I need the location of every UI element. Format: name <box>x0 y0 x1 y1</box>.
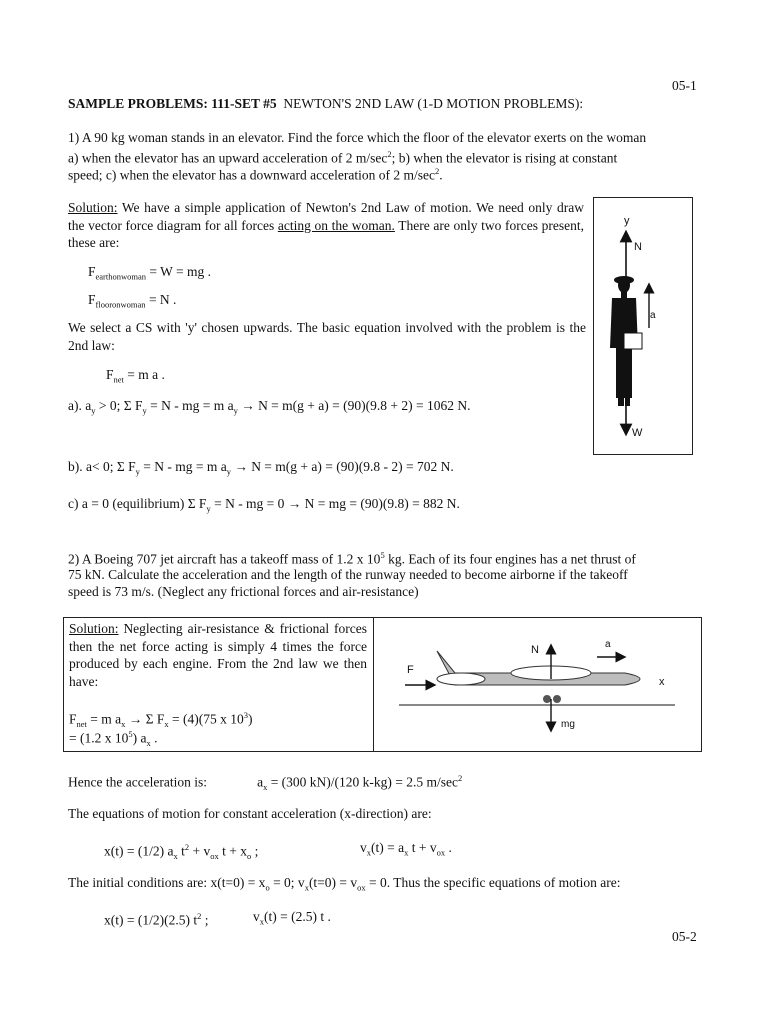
f1-sub: earthonwoman <box>95 271 147 282</box>
fnet-rest: = m a . <box>123 367 165 382</box>
force-floor-on-woman <box>88 291 176 314</box>
eq1-a: F <box>69 711 77 727</box>
c-sub-y: y <box>206 503 211 514</box>
f2-sub: flooronwoman <box>95 299 146 310</box>
spec-vsub: x <box>259 916 264 927</box>
init-3: (t=0) = v <box>308 875 358 890</box>
solution1-paragraph <box>68 199 584 252</box>
fnet-equation <box>106 366 165 389</box>
v-eq3: t + v <box>408 840 437 855</box>
x-eq4: t + x <box>218 843 247 859</box>
specific-velocity-equation <box>253 908 331 931</box>
a-line2: > 0; Σ F <box>95 398 143 413</box>
normal-label: N <box>531 644 539 656</box>
gravity-label: mg <box>561 719 575 730</box>
f2-rest: = N . <box>145 292 177 307</box>
velocity-equation <box>360 839 452 862</box>
init-sub3: ox <box>357 882 366 893</box>
x-eq5: ; <box>251 843 259 859</box>
f1-rest: = W = mg . <box>146 264 212 279</box>
v-eq1: v <box>360 840 367 855</box>
accel-sup: 2 <box>458 773 463 783</box>
eq1-d: = (4)(75 x 10 <box>168 711 244 727</box>
airplane-force-diagram <box>375 619 699 750</box>
a-line4: → N = m(g + a) = (90)(9.8 + 2) = 1062 N. <box>237 398 471 413</box>
thrust-equation-2 <box>69 726 157 752</box>
a-sub-y: y <box>91 405 96 416</box>
eq1-b: = m a <box>86 711 122 727</box>
fnet-sub: net <box>113 374 124 385</box>
init-1: The initial conditions are: x(t=0) = x <box>68 875 266 890</box>
accel-label-text: Hence the acceleration is: <box>68 774 208 790</box>
p1-line3a: speed; c) when the elevator has a downward acceleration of 2 m/sec <box>68 167 435 183</box>
v-eq2: (t) = a <box>371 840 405 855</box>
force-earth-on-woman <box>88 263 211 286</box>
title-bold: SAMPLE PROBLEMS: 111-SET #5 <box>68 96 277 111</box>
problem2-line3: speed is 73 m/s. (Neglect any frictional forces and air-resistance) <box>68 584 419 599</box>
part-b-equation <box>68 458 454 481</box>
woman-book <box>624 333 642 349</box>
init-2: = 0; v <box>269 875 305 890</box>
eq2-b: ) a <box>132 730 147 746</box>
x-sub3: o <box>246 851 252 862</box>
p1-line2b: ; b) when the elevator is rising at constant <box>391 150 618 166</box>
x-axis-label: x <box>659 676 665 688</box>
x-sup: 2 <box>184 842 190 852</box>
woman-force-diagram <box>593 197 693 455</box>
b-line2: = N - mg = m a <box>139 459 227 474</box>
b-sub-y2: y <box>226 466 231 477</box>
b-line: b). a< 0; Σ F <box>68 459 136 474</box>
eq1-e: ) <box>248 711 253 727</box>
spec-tail: ; <box>201 912 209 928</box>
p2-line1a: 2) A Boeing 707 jet aircraft has a takeoff mass of 1.2 x 10 <box>68 551 381 567</box>
solution2-divider <box>373 618 374 751</box>
f2-pre: F <box>88 292 96 307</box>
p2-sup: 5 <box>380 550 385 560</box>
solution1-text2: There are only two forces present, these are: <box>68 217 584 250</box>
a-line3: = N - mg = m a <box>146 398 234 413</box>
p1-sup2: 2 <box>434 166 440 176</box>
acceleration-result <box>68 770 462 796</box>
specific-position-equation <box>104 908 208 929</box>
f1-pre: F <box>88 264 96 279</box>
a-line: a). a <box>68 398 92 413</box>
problem1-line3 <box>68 163 443 184</box>
page-number-top: 05-1 <box>672 78 697 93</box>
solution1-acting: acting on the woman. <box>277 217 395 233</box>
eq1-sub: net <box>76 719 87 730</box>
part-c-equation <box>68 495 460 518</box>
p1-sup: 2 <box>387 149 392 159</box>
eq1-sub3: x <box>164 719 169 730</box>
eq1-sup: 3 <box>243 710 248 720</box>
spec-sup: 2 <box>197 911 202 921</box>
y-axis-label: y <box>624 215 630 227</box>
v-sub3: ox <box>436 847 446 858</box>
solution2-body: Neglecting air-resistance & frictional forces then the net force acting is simply 4 times the force produced by each engine. From the 2nd law we then have: <box>69 621 367 689</box>
solution2-text <box>69 620 367 690</box>
problem2-line2: 75 kN. Calculate the acceleration and the length of the runway needed to become airborne if the takeoff <box>68 567 628 582</box>
accel-label: a <box>605 639 611 650</box>
init-4: = 0. Thus the specific equations of motion are: <box>365 875 621 890</box>
b-sub-y: y <box>135 466 140 477</box>
cs-paragraph: We select a CS with 'y' chosen upwards. The basic equation involved with the problem is the 2nd law: <box>68 320 586 353</box>
p2-line1b: kg. Each of its four engines has a net thrust of <box>384 551 636 567</box>
eq2-a: = (1.2 x 10 <box>69 730 129 746</box>
accel-eq: = (300 kN)/(120 k-kg) = 2.5 m/sec <box>267 774 459 790</box>
fnet-pre: F <box>106 367 114 382</box>
c-line: c) a = 0 (equilibrium) Σ F <box>68 496 207 511</box>
solution1-text1: We have a simple application of Newton's 2nd Law of motion. We need only draw the vector force diagram for all forces <box>68 200 584 233</box>
eq2-sup: 5 <box>128 729 133 739</box>
c-line2: = N - mg = 0 → N = mg = (90)(9.8) = 882 N. <box>210 496 460 511</box>
acceleration-label: a <box>650 310 656 321</box>
accel-a: a <box>257 774 264 790</box>
weight-label: W <box>632 427 643 439</box>
eq1-sub2: x <box>121 719 126 730</box>
accel-sub: x <box>263 782 268 793</box>
init-sub2: x <box>304 882 309 893</box>
problem1-line1: 1) A 90 kg woman stands in an elevator. Find the force which the floor of the elevator exerts on the woman <box>68 130 647 145</box>
v-eq4: . <box>445 840 452 855</box>
p1-period: . <box>439 167 443 183</box>
page-number-bottom: 05-2 <box>672 929 697 944</box>
normal-force-label: N <box>634 241 642 253</box>
x-sub2: ox <box>210 851 219 862</box>
eq1-c: → Σ F <box>125 711 165 727</box>
x-sub1: x <box>173 851 178 862</box>
position-equation <box>104 839 258 865</box>
initial-conditions <box>68 874 620 897</box>
spec-x: x(t) = (1/2)(2.5) t <box>104 912 198 928</box>
solution2-label: Solution: <box>69 621 119 636</box>
title-rest: NEWTON'S 2ND LAW (1-D MOTION PROBLEMS): <box>283 96 584 111</box>
page-title <box>68 95 583 112</box>
solution1-label: Solution: <box>68 200 118 215</box>
woman-diagram-svg <box>594 198 692 454</box>
x-eq1: x(t) = (1/2) a <box>104 843 174 859</box>
eq2-sub: x <box>146 738 151 749</box>
problem2-line1 <box>68 547 636 568</box>
a-sub-y3: y <box>233 405 238 416</box>
b-line3: → N = m(g + a) = (90)(9.8 - 2) = 702 N. <box>230 459 454 474</box>
solution2-box <box>63 617 702 752</box>
part-a-equation <box>68 397 470 420</box>
v-sub2: x <box>404 847 409 858</box>
spec-v2: (t) = (2.5) t . <box>264 909 331 924</box>
spec-v1: v <box>253 909 260 924</box>
x-eq2: t <box>177 843 185 859</box>
eq2-c: . <box>150 730 158 746</box>
a-sub-y2: y <box>142 405 147 416</box>
p1-line2a: a) when the elevator has an upward acceleration of 2 m/sec <box>68 150 388 166</box>
init-sub1: o <box>265 882 270 893</box>
motion-intro: The equations of motion for constant acceleration (x-direction) are: <box>68 806 432 821</box>
thrust-label: F <box>407 664 414 676</box>
v-sub1: x <box>366 847 371 858</box>
x-eq3: + v <box>189 843 211 859</box>
airplane-shape <box>437 651 640 703</box>
